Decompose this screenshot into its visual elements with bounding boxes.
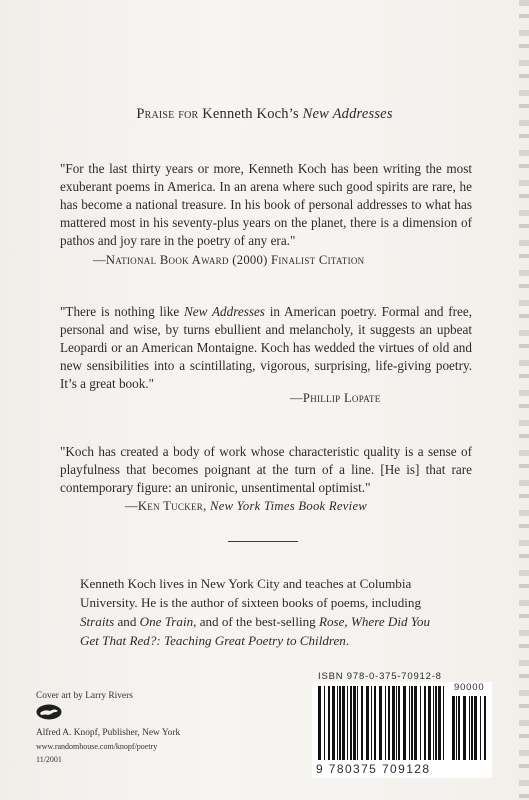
attribution-tucker — [125, 499, 367, 514]
bio-text-3: , and of the best-selling — [193, 614, 319, 629]
attribution-nba: —National Book Award (2000) Finalist Citation — [93, 253, 365, 267]
bio-text-2: and — [114, 614, 140, 629]
attribution-lopate: —Phillip Lopate — [290, 391, 381, 405]
publisher-line: Alfred A. Knopf, Publisher, New York — [36, 728, 181, 738]
borzoi-dog-icon — [36, 704, 62, 720]
praise-heading — [0, 106, 529, 123]
cover-art-credit: Cover art by Larry Rivers — [36, 691, 133, 701]
barcode-box — [312, 682, 492, 778]
quote-nba: "For the last thirty years or more, Kenneth Koch has been writing the most exuberant poems in America. In an arena where such good spirits are rare, he has become a national treasure. In his book of personal addresses to what has mattered most in his seventy-plus years on the planet, there is a dimension of pathos and joy rare in the poetry of any era." — [60, 161, 472, 248]
heading-rest: Kenneth Koch’s — [198, 106, 303, 122]
print-date-code: 11/2001 — [36, 755, 62, 764]
heading-book-title: New Addresses — [302, 106, 393, 122]
quote-lopate-start: "There is nothing like — [60, 304, 184, 319]
bio-title-straits: Straits — [80, 614, 115, 629]
quote-lopate-title: New Addresses — [184, 304, 265, 319]
publisher-url: www.randomhouse.com/knopf/poetry — [36, 742, 158, 751]
heading-lead: Praise for — [136, 106, 199, 122]
bio-text-4: . — [345, 633, 350, 648]
isbn-label: ISBN 978-0-375-70912-8 — [318, 671, 442, 682]
bio-text-1: Kenneth Koch lives in New York City and teaches at Columbia University. He is the author of sixteen books of poems, including — [80, 576, 421, 610]
quote-lopate-rest: in American poetry. Formal and free, personal and wise, by turns ebullient and melancholy, it suggests an upbeat Leopardi or an American Montaigne. Koch has wedded the virtues of old and new sensibilities into a scintillating, vigorous, surprising, life-giving poetry. It’s a great book." — [60, 304, 473, 391]
quote-lopate — [60, 303, 472, 393]
attribution-tucker-source: New York Times Book Review — [210, 499, 368, 513]
author-bio — [80, 574, 450, 650]
attribution-tucker-name: —Ken Tucker, — [125, 499, 210, 513]
bio-title-one-train: One Train — [139, 614, 194, 629]
price-barcode — [452, 696, 488, 760]
divider-rule — [228, 541, 298, 542]
ean-barcode — [318, 686, 446, 760]
bio-title-rose: Rose, Where Did You Get That Red?: Teaching Great Poetry to Children — [80, 614, 431, 648]
quote-tucker: "Koch has created a body of work whose characteristic quality is a sense of playfulness that becomes poignant at the turn of a line. [He is] that rare contemporary figure: an unironic, unsentimental optimist." — [60, 444, 472, 495]
price-code-digits: 90000 — [454, 682, 485, 693]
ean-digits: 9 780375 709128 — [316, 762, 431, 776]
